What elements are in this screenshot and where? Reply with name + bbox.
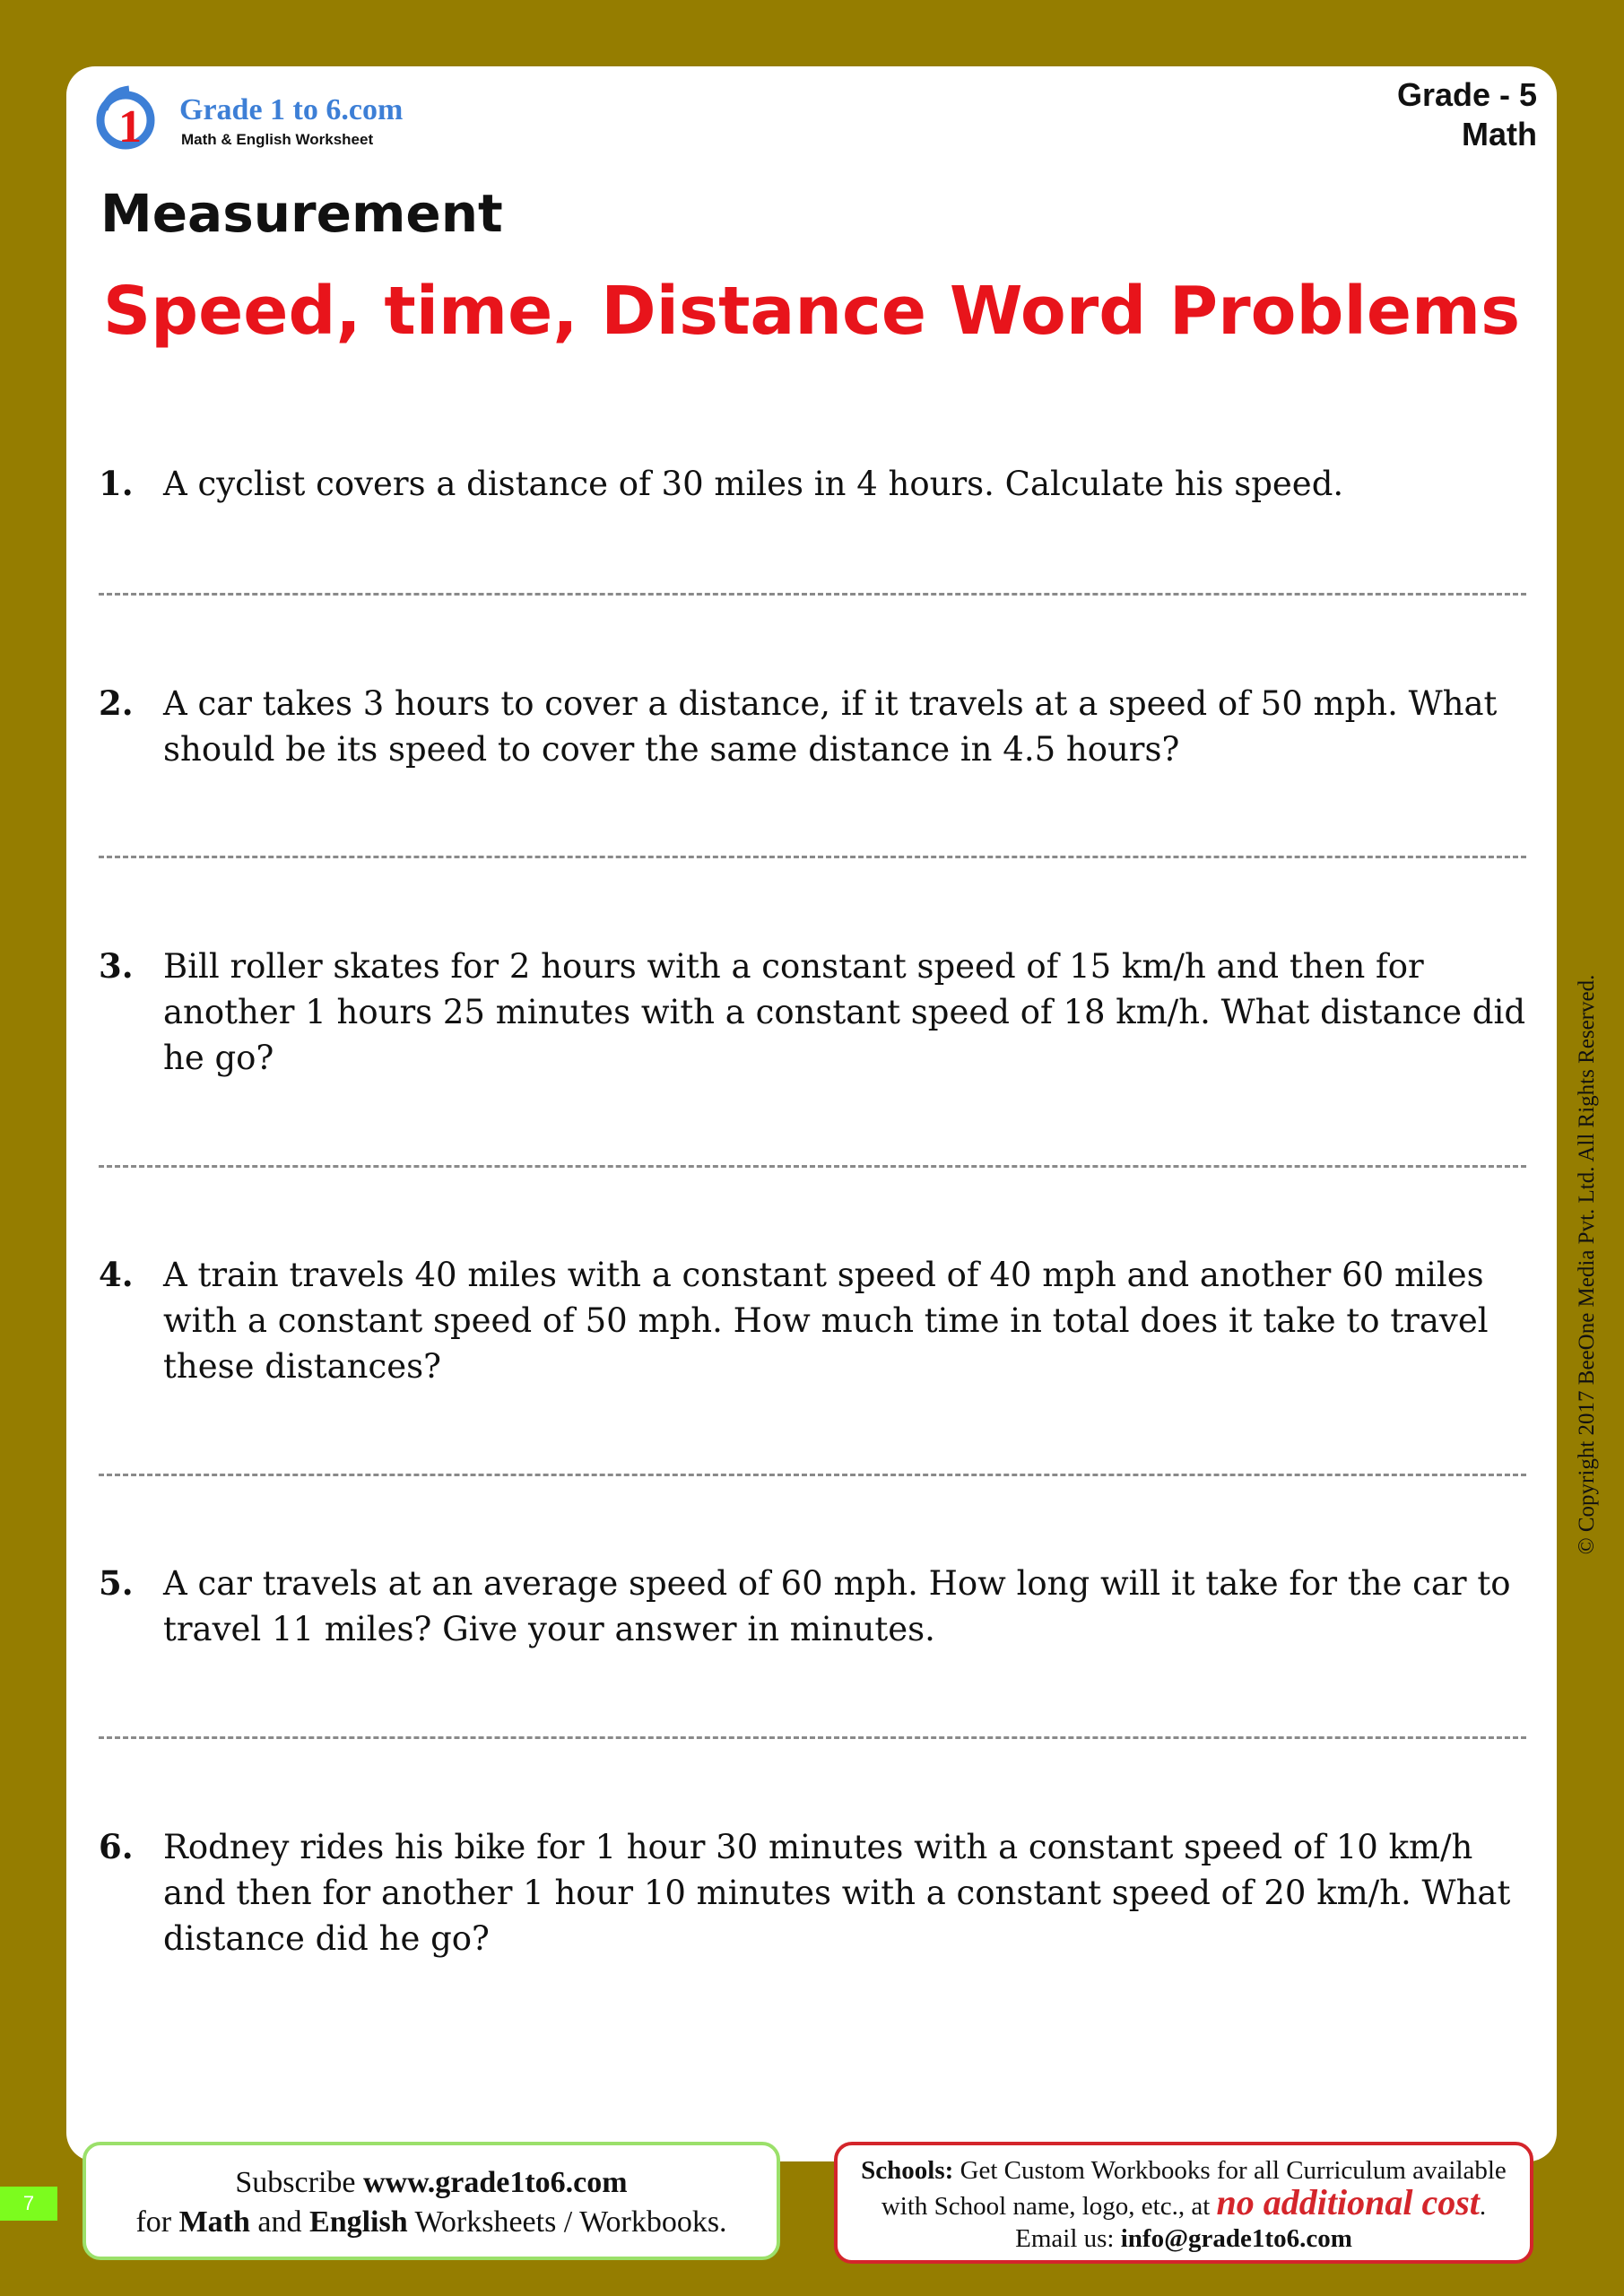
question-number: 3. [99, 946, 134, 986]
question-5 [99, 1561, 1533, 1652]
schools-label: Schools: [861, 2156, 954, 2185]
question-2 [99, 681, 1533, 772]
no-cost-highlight: no additional cost [1216, 2182, 1480, 2222]
section-title: Measurement [100, 183, 503, 244]
answer-divider [99, 593, 1526, 596]
answer-divider [99, 1474, 1526, 1476]
question-4 [99, 1252, 1533, 1389]
schools-banner[interactable] [834, 2142, 1533, 2264]
subscribe-text: Worksheets / Workbooks. [407, 2205, 727, 2239]
schools-line-2 [838, 2182, 1530, 2222]
subscribe-line-1 [86, 2163, 777, 2203]
logo-tagline: Math & English Worksheet [181, 131, 374, 148]
schools-text: Email us: [1015, 2224, 1121, 2253]
question-text: A car takes 3 hours to cover a distance, if it travels at a speed of 50 mph. What should be its speed to cover the same distance in 4.5 hours? [163, 684, 1498, 769]
svg-text:1: 1 [118, 101, 142, 152]
schools-text: with School name, logo, etc., at [881, 2192, 1217, 2221]
grade-level: Grade - 5 [1396, 76, 1537, 113]
subscribe-line-2 [86, 2203, 777, 2242]
site-logo[interactable] [93, 83, 404, 154]
subject-label: Math [1462, 116, 1537, 152]
question-text: Bill roller skates for 2 hours with a constant speed of 15 km/h and then for another 1 hours 25 minutes with a constant speed of 18 km/h. What distance did he go? [163, 947, 1526, 1077]
subscribe-text: and [249, 2205, 310, 2239]
grade-label [1397, 75, 1537, 154]
schools-text: Get Custom Workbooks for all Curriculum available [953, 2156, 1507, 2185]
schools-text: . [1479, 2192, 1487, 2221]
subscribe-text: for [135, 2205, 179, 2239]
question-text: Rodney rides his bike for 1 hour 30 minutes with a constant speed of 10 km/h and then for another 1 hour 10 minutes with a constant speed of 20 km/h. What distance did he go? [163, 1828, 1511, 1958]
answer-divider [99, 856, 1526, 858]
page-number: 7 [0, 2187, 57, 2221]
question-text: A train travels 40 miles with a constant speed of 40 mph and another 60 miles with a constant speed of 50 mph. How much time in total does it take to travel these distances? [163, 1256, 1489, 1386]
copyright-notice [1569, 974, 1605, 1555]
subscribe-url-link[interactable]: www.grade1to6.com [362, 2166, 628, 2199]
subscribe-text: Subscribe [235, 2166, 363, 2199]
question-number: 2. [99, 683, 134, 723]
schools-line-3 [838, 2222, 1530, 2255]
question-number: 6. [99, 1827, 134, 1866]
subscribe-english-label: English [309, 2205, 408, 2239]
question-3 [99, 944, 1533, 1081]
answer-divider [99, 1736, 1526, 1739]
question-6 [99, 1824, 1533, 1961]
subscribe-math-label: Math [178, 2205, 250, 2239]
question-text: A cyclist covers a distance of 30 miles in 4 hours. Calculate his speed. [163, 465, 1344, 503]
email-link[interactable]: info@grade1to6.com [1120, 2224, 1352, 2253]
worksheet-page [66, 66, 1557, 2161]
question-number: 1. [99, 464, 134, 503]
copyright-text: © Copyright 2017 BeeOne Media Pvt. Ltd. All Rights Reserved. [1575, 974, 1599, 1555]
question-number: 4. [99, 1255, 134, 1294]
question-number: 5. [99, 1563, 134, 1603]
logo-name: Grade 1 to 6.com [179, 93, 404, 126]
answer-divider [99, 1165, 1526, 1168]
worksheet-title: Speed, time, Distance Word Problems [102, 273, 1521, 350]
question-text: A car travels at an average speed of 60 mph. How long will it take for the car to travel 11 miles? Give your answer in minutes. [163, 1564, 1511, 1648]
logo-mark-icon [93, 83, 179, 154]
question-1 [99, 461, 1533, 507]
subscribe-banner[interactable] [83, 2142, 780, 2260]
